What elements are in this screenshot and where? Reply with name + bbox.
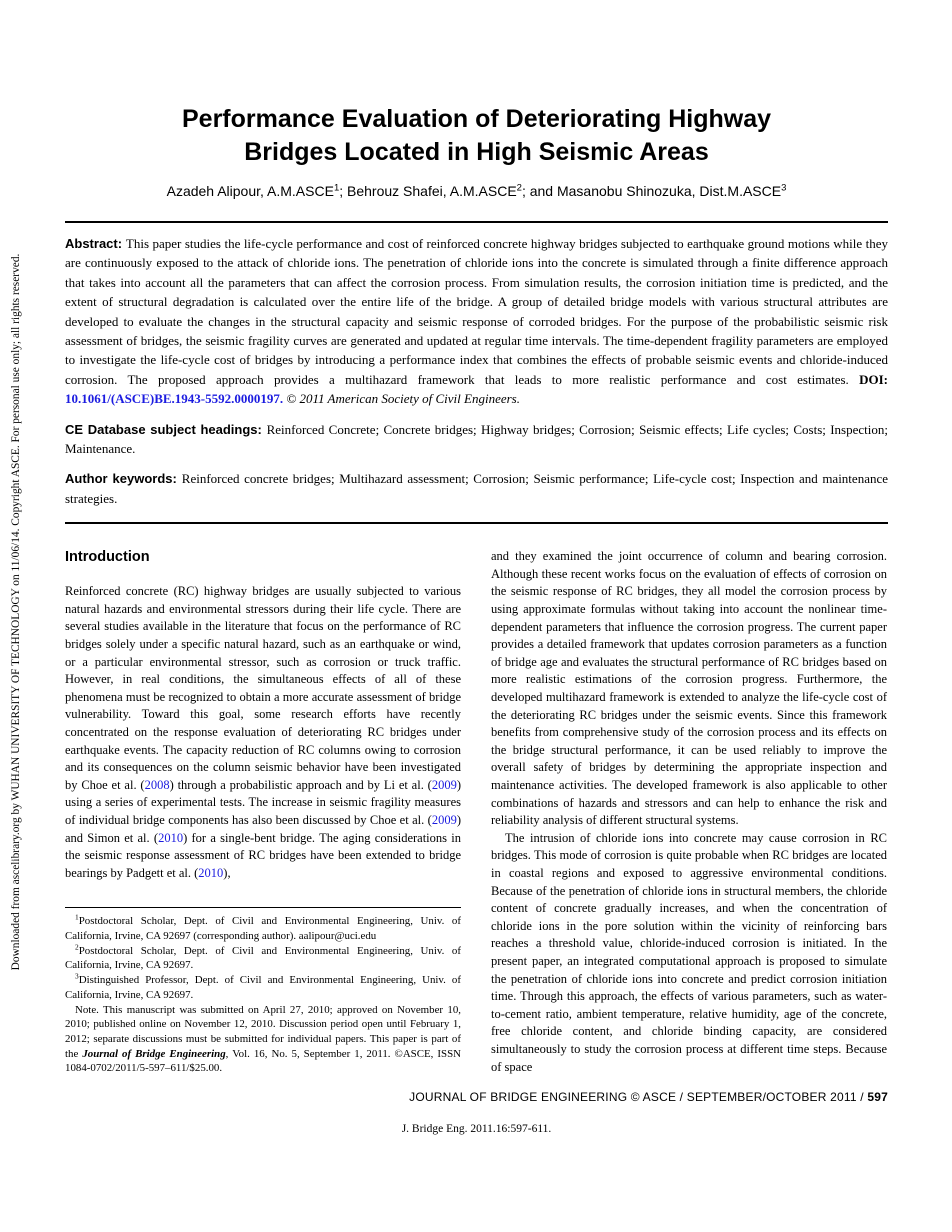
right-column <box>491 548 887 1076</box>
page-content <box>65 0 888 1135</box>
doi-link[interactable]: 10.1061/(ASCE)BE.1943-5592.0000197. <box>65 391 284 407</box>
citation-link[interactable]: 2008 <box>144 777 170 792</box>
download-watermark-vertical-text: Downloaded from ascelibrary.org by WUHAN UNIVERSITY OF TECHNOLOGY on 11/06/14. Copyright ASCE. For personal use only; all rights reserved. <box>10 253 22 971</box>
paper-title-line2: Bridges Located in High Seismic Areas <box>244 138 709 166</box>
title-block <box>65 0 888 199</box>
ce-database-subject-headings: CE Database subject headings: Reinforced Concrete; Concrete bridges; Highway bridges; Corrosion; Seismic effects; Life cycles; Costs; Inspection; Maintenance. <box>65 421 888 457</box>
introduction-paragraph-1: Reinforced concrete (RC) highway bridges are usually subjected to various natural hazards and environmental stressors during their life cycle. There are several studies available in the literature that focus on the performance of RC bridges solely under a specific natural hazard, such as an earthquake or wind, or a particular environmental stressor, such as corrosion or truck traffic. However, in real conditions, the simultaneous effects of all of these phenomena must be recognized to obtain a more accurate assessment of bridge vulnerability. Toward this goal, some research efforts have recently concentrated on the response evaluation of deteriorating RC bridges under earthquake events. The capacity reduction of RC columns owing to corrosion and its consequences on the column seismic behavior have been investigated by Choe et al. (2008) through a probabilistic approach and by Li et al. (2009) using a series of experimental tests. The increase in seismic fragility measures of individual bridge components has also been discussed by Choe et al. (2009) and Simon et al. (2010) for a single-bent bridge. The aging considerations in the seismic response assessment of RC bridges have been extended to bridge bearings by Padgett et al. (2010), <box>65 584 462 880</box>
citation-link[interactable]: 2009 <box>431 777 457 792</box>
abstract-block <box>65 221 888 524</box>
footnotes-block <box>65 907 461 1076</box>
citation-footer-line: J. Bridge Eng. 2011.16:597-611. <box>401 1123 552 1136</box>
two-column-body <box>65 548 888 1076</box>
left-column <box>65 548 461 1076</box>
paper-title-line1: Performance Evaluation of Deteriorating Highway <box>181 105 771 133</box>
body-paragraph-2: The intrusion of chloride ions into concrete may cause corrosion in RC bridges. This mode of corrosion is quite probable when RC bridges are located in coastal regions and exposed to aggressive environmental conditions. Because of the penetration of chloride ions in structural members, the chloride content of concrete gradually increases, and when the concentration of chloride ions in the pore solution within the vicinity of reinforcing bars reaches a threshold value, chloride-induced corrosion is initiated. In the present paper, an integrated computational approach is proposed to simulate the penetration of chloride ions into concrete and predict corrosion initiation time. Through this approach, the effects of various parameters, such as water-to-cement ratio, ambient temperature, relative humidity, age of the concrete, free chloride content, and chloride binding capacity, are considered simultaneously to study the corrosion process at different time steps. Because of space <box>491 830 887 1074</box>
journal-footer-line: JOURNAL OF BRIDGE ENGINEERING © ASCE / SEPTEMBER/OCTOBER 2011 / 597 <box>409 1090 888 1105</box>
body-paragraph-continuation: and they examined the joint occurrence of column and bearing corrosion. Although these recent works focus on the evaluation of effects of corrosion on the seismic response of RC bridges, they all model the corrosion process by using approximate formulas without taking into account the nonlinear time-dependent parameters that influence the corrosion progress. The current paper provides a detailed framework that updates corrosion parameters as a function of bridge age and evaluates the structural performance of RC bridges based on more realistic estimations of the corrosion progress. Furthermore, the developed multihazard framework is extended to analyze the life-cycle cost of the deteriorating RC bridges under the seismic events. Since this framework benefits from comprehensive study of the corrosion process and its effects on the bridge structural performance, it can be used reliably to improve the overall safety of bridges by determining the appropriate inspection and maintenance activities. The developed framework is also applicable to other combinations of hazards and stressors and can help to enhance the risk and reliability analysis of different structural systems. <box>491 549 887 828</box>
abstract-paragraph: Abstract: This paper studies the life-cycle performance and cost of reinforced concrete highway bridges subjected to earthquake ground motions while they are continuously exposed to the attack of chloride ions. The penetration of chloride ions into the concrete is simulated through a finite difference approach that takes into account all the parameters that can affect the corrosion process. From simulation results, the corrosion initiation time is predicted, and the extent of structural degradation is calculated over the entire life of the bridge. A group of detailed bridge models with various structural attributes are developed to evaluate the changes in the structural capacity and seismic response of corroded bridges. For the purpose of the probabilistic seismic risk assessment of bridges, the seismic fragility curves are generated and updated at regular time intervals. The time-dependent fragility parameters are employed to investigate the life-cycle cost of bridges by introducing a performance index that combines the effects of probable seismic events and chloride-induced corrosion. The proposed approach provides a multihazard framework that leads to more realistic performance and cost estimates. DOI: 10.1061/(ASCE)BE.1943-5592.0000197. © 2011 American Society of Civil Engineers. <box>65 236 889 407</box>
paper-title <box>65 103 888 169</box>
author-keywords: Author keywords: Reinforced concrete bridges; Multihazard assessment; Corrosion; Seismic performance; Life-cycle cost; Inspection and maintenance strategies. <box>65 471 889 506</box>
citation-link[interactable]: 2009 <box>431 813 457 827</box>
section-heading-introduction: Introduction <box>65 549 150 566</box>
footnote-2: $^2$Postdoctoral Scholar, Dept. of Civil and Environmental Engineering, Univ. of California, Irvine, CA 92697. <box>65 942 461 972</box>
footnote-note: Note. This manuscript was submitted on April 27, 2010; approved on November 10, 2010; published online on November 12, 2010. Discussion period open until February 1, 2012; separate discussions must be submitted for individual papers. This paper is part of the Journal of Bridge Engineering, Vol. 16, No. 5, September 1, 2011. ©ASCE, ISSN 1084-0702/2011/5-597–611/$25.00. <box>65 1003 461 1075</box>
citation-link[interactable]: 2010 <box>198 865 224 880</box>
citation-link[interactable]: 2010 <box>158 830 184 845</box>
author-byline: Azadeh Alipour, A.M.ASCE$^1$; Behrouz Shafei, A.M.ASCE$^2$; and Masanobu Shinozuka, Dist.M.ASCE$^3$ <box>166 182 787 199</box>
footnote-3: $^3$Distinguished Professor, Dept. of Civil and Environmental Engineering, Univ. of California, Irvine, CA 92697. <box>65 971 461 1001</box>
footnote-1: $^1$Postdoctoral Scholar, Dept. of Civil and Environmental Engineering, Univ. of California, Irvine, CA 92697 (corresponding author). aalipour@uci.edu <box>65 912 461 943</box>
